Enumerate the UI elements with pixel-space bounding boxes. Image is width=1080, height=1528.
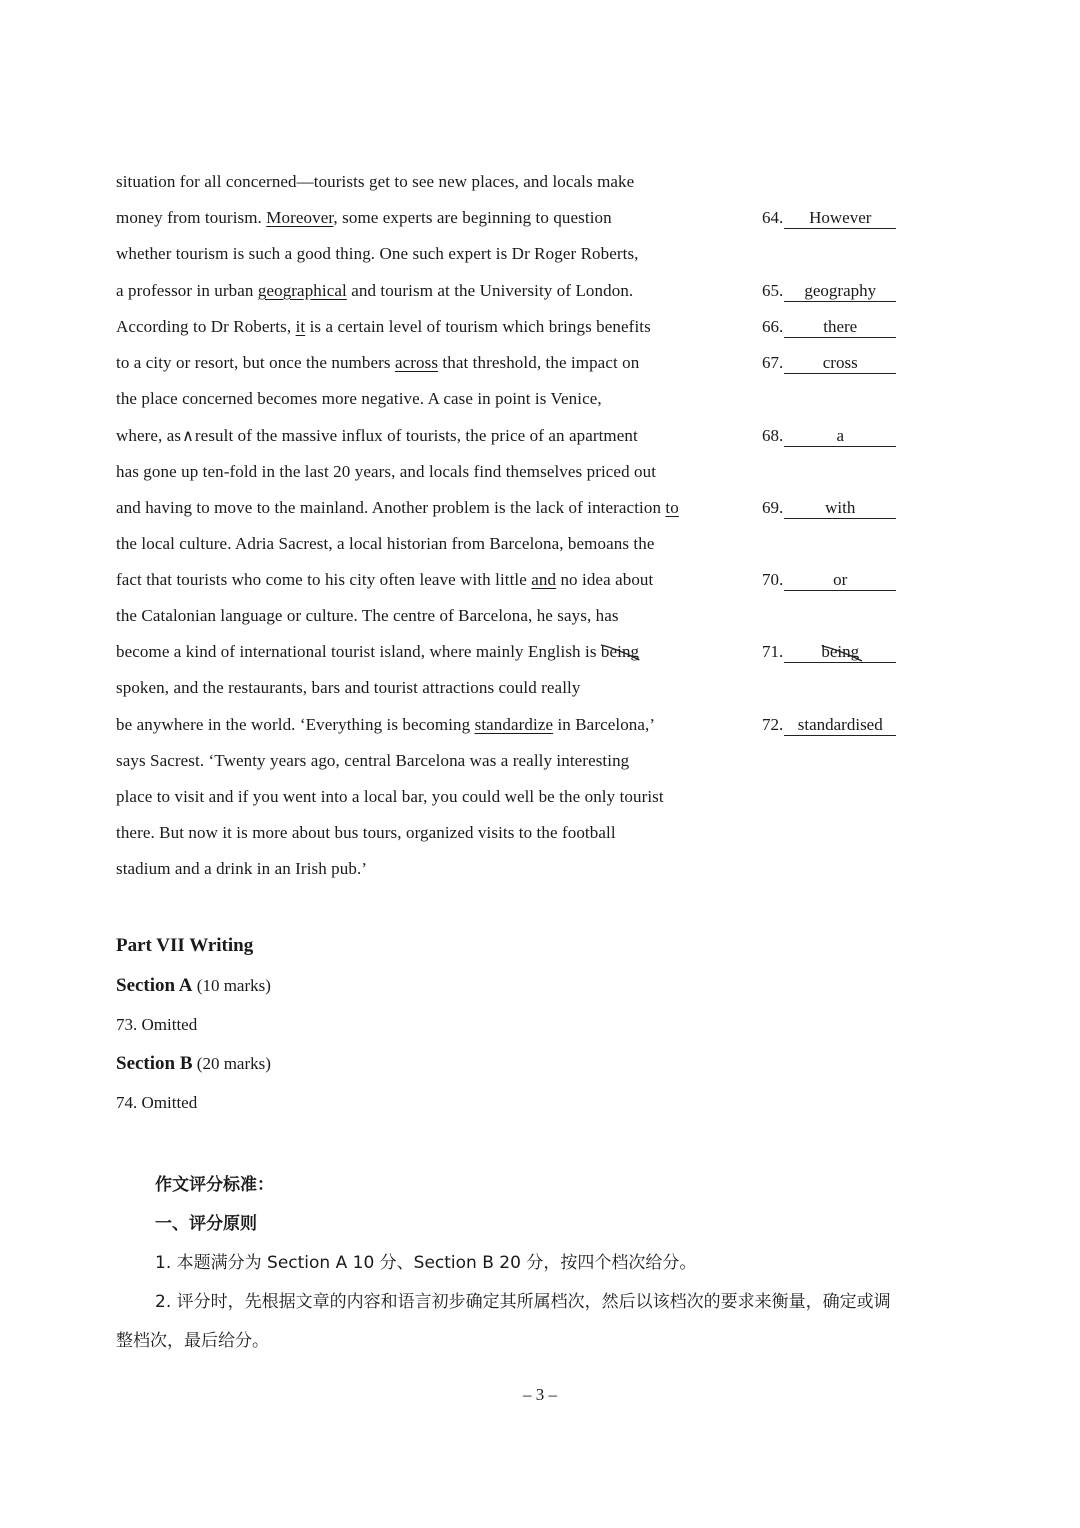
passage-text: stadium and a drink in an Irish pub.’	[116, 859, 368, 878]
principle-title: 一、评分原则	[155, 1214, 257, 1234]
passage-line	[116, 822, 616, 844]
answer-71	[762, 641, 896, 663]
section-a-label: Section A	[116, 975, 193, 996]
passage-text: result of the massive influx of tourists, the price of an apartment	[194, 426, 638, 445]
answer-blank: cross	[784, 353, 896, 374]
passage-line	[116, 605, 619, 627]
answer-number: 65.	[762, 281, 784, 300]
passage-text: in Barcelona,’	[553, 715, 656, 734]
passage-text: and tourism at the University of London.	[346, 281, 634, 300]
answer-number: 71.	[762, 642, 784, 661]
answer-72	[762, 714, 896, 736]
answer-number: 67.	[762, 353, 784, 372]
passage-text: , some experts are beginning to question	[333, 208, 612, 227]
error-word: geographical	[257, 281, 347, 300]
passage-line	[116, 786, 664, 808]
error-word: it	[295, 317, 306, 336]
passage-text: the Catalonian language or culture. The centre of Barcelona, he says, has	[116, 606, 619, 625]
deletion-mark-icon	[599, 643, 641, 661]
criteria-title: 作文评分标准：	[155, 1175, 274, 1195]
answer-number: 66.	[762, 317, 784, 336]
passage-line	[116, 497, 679, 519]
passage-text: has gone up ten-fold in the last 20 years, and locals find themselves priced out	[116, 462, 657, 481]
passage-text: be anywhere in the world. ‘Everything is becoming	[116, 715, 475, 734]
answer-69	[762, 497, 896, 519]
passage-text: become a kind of international tourist island, where mainly English is	[116, 642, 601, 661]
item-73: 73. Omitted	[116, 1015, 198, 1034]
section-b-heading	[116, 1053, 271, 1075]
section-b-marks: (20 marks)	[192, 1054, 271, 1073]
error-word: across	[394, 353, 439, 372]
passage-line	[116, 569, 653, 591]
answer-number: 68.	[762, 426, 784, 445]
error-word: Moreover	[266, 208, 334, 227]
passage-text: fact that tourists who come to his city often leave with little	[116, 570, 532, 589]
insertion-caret: ∧	[182, 428, 194, 445]
error-word: standardize	[474, 715, 554, 734]
answer-blank: or	[784, 570, 896, 591]
page-number: – 3 –	[523, 1385, 557, 1404]
answer-blank: standardised	[784, 715, 896, 736]
passage-line	[116, 171, 634, 193]
error-word: to	[665, 498, 679, 517]
passage-line	[116, 280, 633, 302]
answer-blank: a	[784, 426, 896, 447]
passage-text: the local culture. Adria Sacrest, a local historian from Barcelona, bemoans the	[116, 534, 655, 553]
passage-text: a professor in urban	[116, 281, 258, 300]
passage-text: According to Dr Roberts,	[116, 317, 296, 336]
error-word: and	[531, 570, 557, 589]
passage-text: spoken, and the restaurants, bars and tourist attractions could really	[116, 678, 581, 697]
passage-text: the place concerned becomes more negative. A case in point is Venice,	[116, 389, 602, 408]
answer-blank: geography	[784, 281, 896, 302]
passage-text: that threshold, the impact on	[438, 353, 640, 372]
deletion-mark-icon	[820, 644, 864, 662]
passage-text: to a city or resort, but once the numbers	[116, 353, 395, 372]
section-b-label: Section B	[116, 1053, 193, 1074]
answer-67	[762, 352, 896, 374]
passage-line	[116, 714, 655, 736]
answer-number: 70.	[762, 570, 784, 589]
criteria-point-1: 1. 本题满分为 Section A 10 分、Section B 20 分，按四个档次给分。	[155, 1253, 697, 1273]
answer-65	[762, 280, 896, 302]
deleted-word	[601, 641, 639, 663]
answer-number: 69.	[762, 498, 784, 517]
answer-number: 72.	[762, 715, 784, 734]
passage-text: money from tourism.	[116, 208, 267, 227]
passage-line	[116, 533, 655, 555]
passage-line	[116, 352, 639, 374]
passage-line	[116, 207, 612, 229]
passage-text: and having to move to the mainland. Another problem is the lack of interaction	[116, 498, 666, 517]
passage-line	[116, 858, 367, 880]
answer-deleted-word: being	[821, 642, 860, 661]
answer-70	[762, 569, 896, 591]
passage-text: there. But now it is more about bus tours, organized visits to the football	[116, 823, 616, 842]
answer-68	[762, 425, 896, 447]
passage-text: situation for all concerned—tourists get to see new places, and locals make	[116, 172, 635, 191]
passage-text: where, as	[116, 426, 182, 445]
criteria-point-2-line-1: 2. 评分时，先根据文章的内容和语言初步确定其所属档次，然后以该档次的要求来衡量，确定或调	[155, 1292, 891, 1312]
item-74: 74. Omitted	[116, 1093, 198, 1112]
part-title: Part VII Writing	[116, 935, 254, 956]
passage-text: no idea about	[556, 570, 654, 589]
section-a-marks: (10 marks)	[192, 976, 271, 995]
passage-line	[116, 243, 639, 265]
answer-64	[762, 207, 896, 229]
criteria-point-2-line-2: 整档次，最后给分。	[116, 1331, 269, 1351]
answer-number: 64.	[762, 208, 784, 227]
answer-blank: there	[784, 317, 896, 338]
passage-line	[116, 677, 580, 699]
answer-blank: with	[784, 498, 896, 519]
passage-text: is a certain level of tourism which brings benefits	[305, 317, 651, 336]
section-a-heading	[116, 975, 271, 997]
passage-line	[116, 316, 651, 338]
answer-66	[762, 316, 896, 338]
answer-blank	[784, 642, 896, 663]
passage-line	[116, 750, 629, 772]
answer-blank: However	[784, 208, 896, 229]
deleted-word-text: being	[600, 642, 640, 661]
passage-text: says Sacrest. ‘Twenty years ago, central Barcelona was a really interesting	[116, 751, 630, 770]
passage-text: place to visit and if you went into a local bar, you could well be the only tourist	[116, 787, 664, 806]
passage-line	[116, 641, 639, 663]
passage-text: whether tourism is such a good thing. One such expert is Dr Roger Roberts,	[116, 244, 639, 263]
passage-line	[116, 388, 602, 410]
passage-line	[116, 461, 656, 483]
passage-line	[116, 425, 638, 448]
